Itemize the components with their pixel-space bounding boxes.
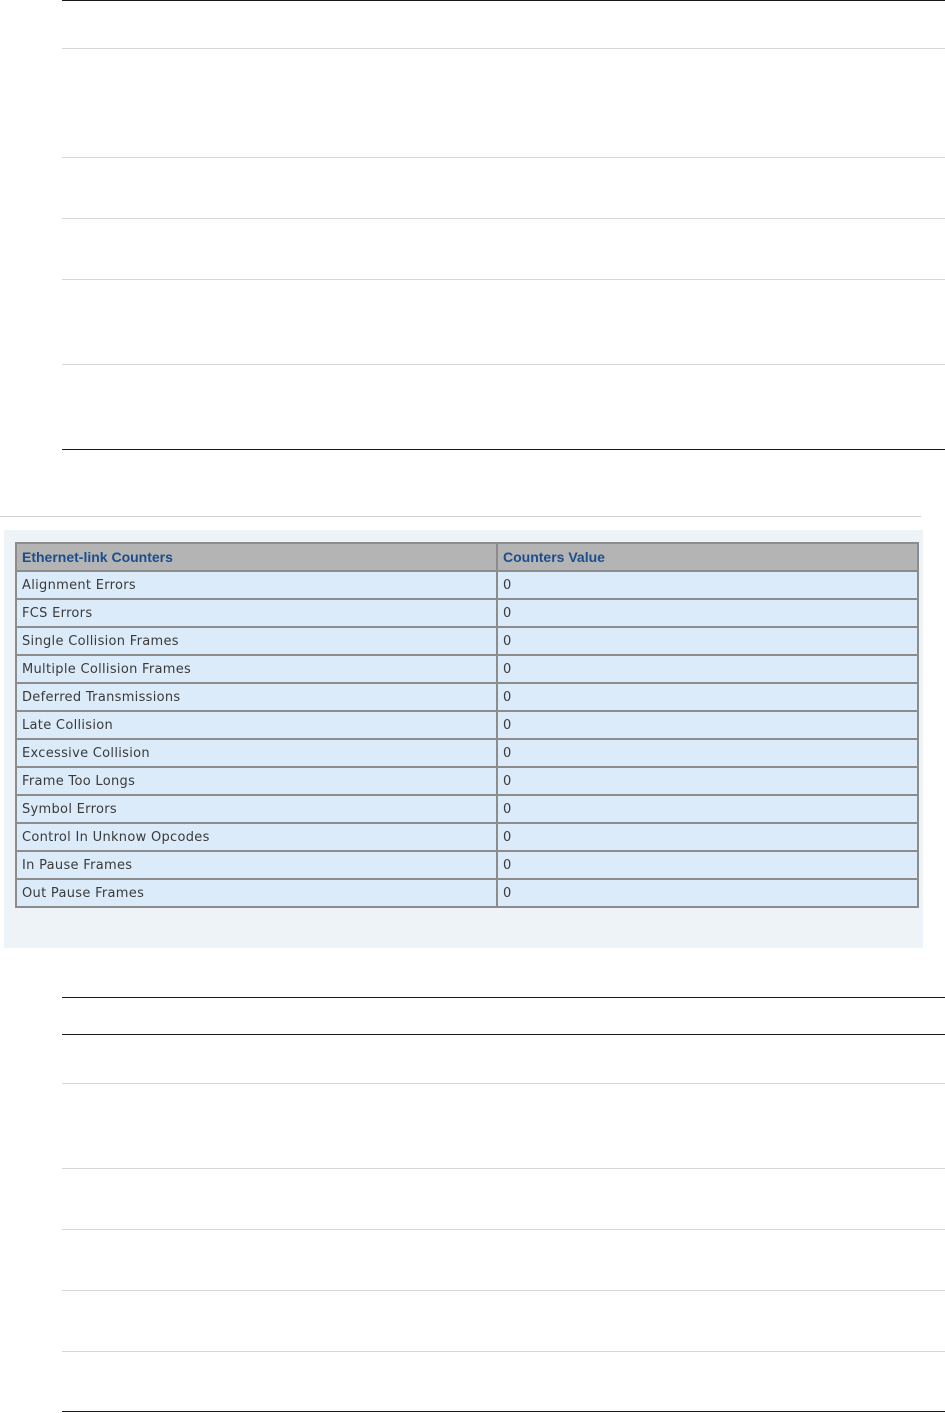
lower-table-row-rule: [62, 1290, 945, 1291]
counter-name: In Pause Frames: [16, 851, 497, 879]
upper-table-top-rule: [62, 0, 945, 1]
table-row: [16, 627, 918, 655]
counter-name: Excessive Collision: [16, 739, 497, 767]
table-row: [16, 571, 918, 599]
lower-table-row-rule: [62, 1229, 945, 1230]
upper-table-row-rule: [62, 279, 945, 280]
ethernet-link-counters-table: [15, 542, 919, 908]
table-row: [16, 823, 918, 851]
counter-name: Out Pause Frames: [16, 879, 497, 907]
counter-value: 0: [497, 851, 918, 879]
counter-value: 0: [497, 739, 918, 767]
lower-table-bottom-rule: [62, 1411, 945, 1412]
table-row: [16, 599, 918, 627]
lower-table-row-rule: [62, 1083, 945, 1084]
counter-name: Frame Too Longs: [16, 767, 497, 795]
counter-name: Deferred Transmissions: [16, 683, 497, 711]
screenshot-top-separator: [0, 516, 921, 517]
counter-name: Single Collision Frames: [16, 627, 497, 655]
table-row: [16, 655, 918, 683]
counter-name: Symbol Errors: [16, 795, 497, 823]
table-row: [16, 711, 918, 739]
table-row: [16, 767, 918, 795]
upper-table-row-rule: [62, 364, 945, 365]
counter-value: 0: [497, 711, 918, 739]
counter-name: Alignment Errors: [16, 571, 497, 599]
table-row: [16, 683, 918, 711]
counter-name: Late Collision: [16, 711, 497, 739]
counter-value: 0: [497, 655, 918, 683]
counter-value: 0: [497, 879, 918, 907]
upper-table-row-rule: [62, 157, 945, 158]
counter-value: 0: [497, 823, 918, 851]
counter-name: FCS Errors: [16, 599, 497, 627]
table-row: [16, 795, 918, 823]
lower-table-row-rule: [62, 1168, 945, 1169]
lower-table-top-rule: [62, 997, 945, 998]
column-header-counters: Ethernet-link Counters: [16, 543, 497, 571]
upper-table-row-rule: [62, 48, 945, 49]
column-header-value: Counters Value: [497, 543, 918, 571]
lower-table-row-rule: [62, 1351, 945, 1352]
table-header-row: [16, 543, 918, 571]
table-row: [16, 879, 918, 907]
counter-name: Control In Unknow Opcodes: [16, 823, 497, 851]
counter-value: 0: [497, 683, 918, 711]
upper-table-bottom-rule: [62, 449, 945, 450]
counter-value: 0: [497, 599, 918, 627]
counter-value: 0: [497, 627, 918, 655]
counter-value: 0: [497, 795, 918, 823]
lower-table-header-rule: [62, 1034, 945, 1035]
table-row: [16, 739, 918, 767]
counter-value: 0: [497, 571, 918, 599]
upper-table-row-rule: [62, 218, 945, 219]
ethernet-link-counters-panel: [4, 530, 923, 948]
counter-value: 0: [497, 767, 918, 795]
counter-name: Multiple Collision Frames: [16, 655, 497, 683]
table-row: [16, 851, 918, 879]
